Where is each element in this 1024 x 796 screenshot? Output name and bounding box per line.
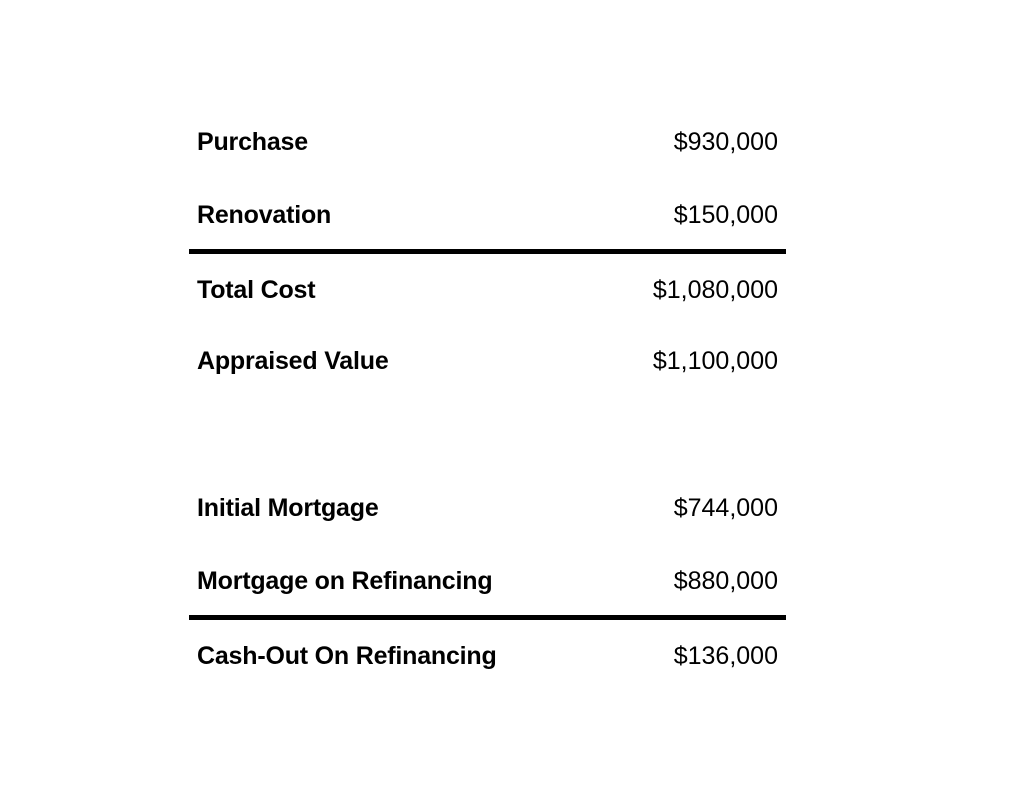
row-label: Appraised Value [197,347,389,375]
row-label: Cash-Out On Refinancing [197,642,497,670]
row-value: $1,080,000 [652,276,778,304]
row-label: Purchase [197,128,308,156]
initial-mortgage-row [189,488,786,528]
cash-out-divider [189,615,786,620]
refinancing-summary-table [189,0,786,796]
row-label: Mortgage on Refinancing [197,567,493,595]
row-value: $930,000 [673,128,778,156]
total-divider [189,249,786,254]
row-value: $880,000 [673,567,778,595]
appraised-value-row [189,341,786,381]
row-label: Total Cost [197,276,316,304]
renovation-row [189,195,786,235]
row-label: Initial Mortgage [197,494,379,522]
row-value: $136,000 [673,642,778,670]
row-value: $150,000 [673,201,778,229]
cash-out-row [189,636,786,676]
total-cost-row [189,270,786,310]
row-value: $744,000 [673,494,778,522]
row-value: $1,100,000 [652,347,778,375]
row-label: Renovation [197,201,332,229]
purchase-row [189,122,786,162]
refinancing-mortgage-row [189,561,786,601]
